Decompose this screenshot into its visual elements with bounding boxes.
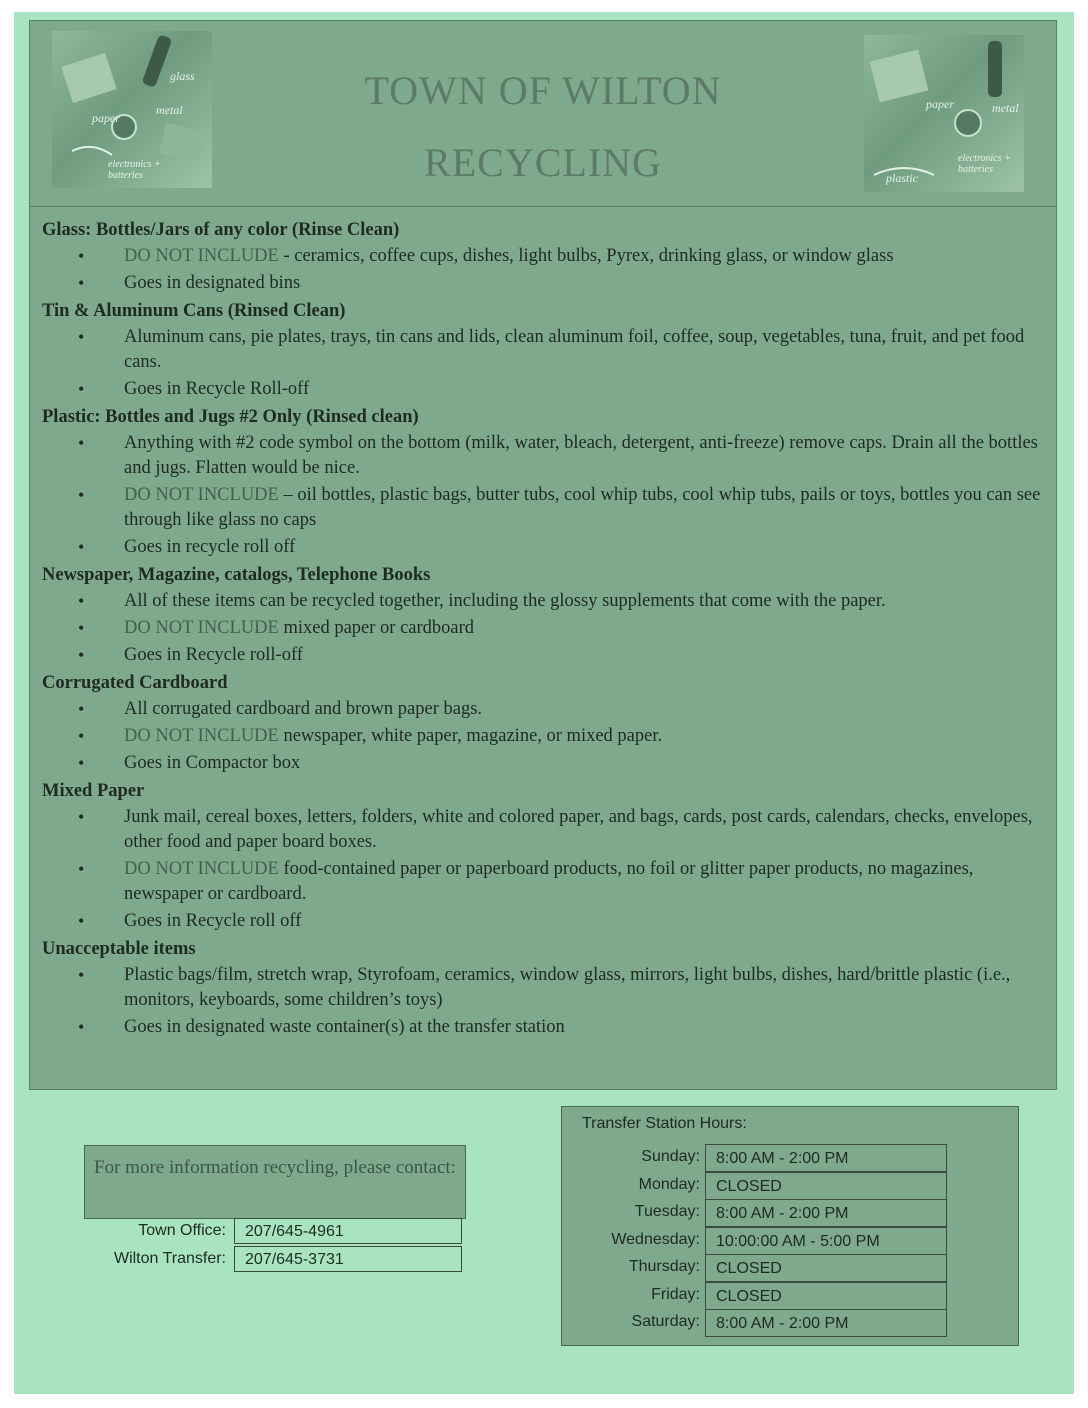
list-item bbox=[42, 909, 1042, 934]
section-heading: Plastic: Bottles and Jugs #2 Only (Rinsed clean) bbox=[42, 407, 419, 427]
item-text: Junk mail, cereal boxes, letters, folders, white and colored paper, and bags, cards, post cards, calendars, checks, envelopes, other food and paper board boxes. bbox=[124, 807, 1033, 852]
hours-time: 8:00 AM - 2:00 PM bbox=[705, 1199, 947, 1227]
hours-title: Transfer Station Hours: bbox=[582, 1115, 747, 1132]
item-text: All corrugated cardboard and brown paper bags. bbox=[124, 699, 483, 719]
bullet-icon: • bbox=[78, 699, 85, 719]
contact-prompt-box bbox=[84, 1145, 466, 1219]
hours-row bbox=[562, 1282, 1018, 1310]
hours-day: Tuesday: bbox=[634, 1203, 700, 1220]
item-text: Aluminum cans, pie plates, trays, tin cans and lids, clean aluminum foil, coffee, soup, vegetables, tuna, fruit, and pet food cans. bbox=[124, 327, 1025, 372]
item-text: newspaper, white paper, magazine, or mixed paper. bbox=[278, 726, 663, 746]
flyer-page bbox=[14, 12, 1074, 1394]
list-item bbox=[42, 616, 1042, 641]
list-item bbox=[42, 697, 1042, 722]
header bbox=[30, 21, 1056, 207]
page-title-town: TOWN OF WILTON bbox=[364, 68, 722, 113]
item-text: Goes in Recycle Roll-off bbox=[124, 379, 310, 399]
hours-day: Saturday: bbox=[631, 1313, 700, 1330]
hours-row bbox=[562, 1254, 1018, 1282]
item-text: Plastic bags/film, stretch wrap, Styrofoam, ceramics, window glass, mirrors, light bulbs, dishes, hard/brittle plastic (i.e., monitors, keyboards, some children’s toys) bbox=[124, 965, 1011, 1010]
hours-day: Thursday: bbox=[628, 1258, 700, 1275]
section-heading: Mixed Paper bbox=[42, 781, 145, 801]
bullet-icon: • bbox=[78, 807, 85, 827]
hours-row bbox=[562, 1144, 1018, 1172]
item-text: Goes in designated waste container(s) at the transfer station bbox=[124, 1017, 565, 1037]
hours-time: 8:00 AM - 2:00 PM bbox=[705, 1309, 947, 1337]
do-not-include-label: DO NOT INCLUDE bbox=[124, 726, 279, 746]
section-item-list bbox=[42, 244, 1042, 296]
list-item bbox=[42, 535, 1042, 560]
bullet-icon: • bbox=[78, 1017, 85, 1037]
page-title-recycling: RECYCLING bbox=[424, 140, 662, 185]
item-text: Goes in designated bins bbox=[124, 273, 301, 293]
section-heading: Tin & Aluminum Cans (Rinsed Clean) bbox=[42, 301, 346, 321]
recycling-categories bbox=[42, 217, 1042, 1042]
item-text: - ceramics, coffee cups, dishes, light bulbs, Pyrex, drinking glass, or window glass bbox=[278, 246, 894, 266]
bullet-icon: • bbox=[78, 537, 85, 557]
bullet-icon: • bbox=[78, 485, 85, 505]
bullet-icon: • bbox=[78, 965, 85, 985]
bullet-icon: • bbox=[78, 433, 85, 453]
list-item bbox=[42, 724, 1042, 749]
contact-phone: 207/645-4961 bbox=[234, 1218, 462, 1244]
logo-word: plastic bbox=[886, 171, 918, 185]
section-item-list bbox=[42, 325, 1042, 402]
hours-time: 8:00 AM - 2:00 PM bbox=[705, 1144, 947, 1172]
item-text: All of these items can be recycled together, including the glossy supplements that come with the paper. bbox=[124, 591, 886, 611]
logo-word: paper bbox=[926, 97, 954, 111]
item-text: Goes in Recycle roll-off bbox=[124, 645, 303, 665]
list-item bbox=[42, 244, 1042, 269]
hours-row bbox=[562, 1309, 1018, 1337]
logo-word: paper bbox=[92, 111, 120, 125]
contact-label: Town Office: bbox=[138, 1222, 226, 1239]
item-text: Goes in recycle roll off bbox=[124, 537, 296, 557]
bullet-icon: • bbox=[78, 379, 85, 399]
bullet-icon: • bbox=[78, 273, 85, 293]
do-not-include-label: DO NOT INCLUDE bbox=[124, 859, 279, 879]
item-text: mixed paper or cardboard bbox=[278, 618, 475, 638]
bullet-icon: • bbox=[78, 645, 85, 665]
hours-row bbox=[562, 1227, 1018, 1255]
bullet-icon: • bbox=[78, 859, 85, 879]
bullet-icon: • bbox=[78, 618, 85, 638]
hours-time: CLOSED bbox=[705, 1172, 947, 1200]
hours-time: 10:00:00 AM - 5:00 PM bbox=[705, 1227, 947, 1255]
contact-label: Wilton Transfer: bbox=[113, 1250, 226, 1267]
hours-day: Sunday: bbox=[641, 1148, 700, 1165]
hours-day: Friday: bbox=[651, 1285, 700, 1303]
bullet-icon: • bbox=[78, 327, 85, 347]
hours-row bbox=[562, 1199, 1018, 1227]
item-text: food-contained paper or paperboard products, no foil or glitter paper products, no magazines, newspaper or cardboard. bbox=[124, 859, 974, 904]
section-heading: Newspaper, Magazine, catalogs, Telephone Books bbox=[42, 565, 431, 585]
contact-table bbox=[84, 1218, 464, 1274]
logo-word: metal bbox=[156, 103, 183, 117]
contact-prompt: For more information recycling, please contact: bbox=[94, 1157, 456, 1178]
recycling-guide-box bbox=[29, 20, 1057, 1090]
section-item-list bbox=[42, 589, 1042, 668]
list-item bbox=[42, 271, 1042, 296]
section-heading: Corrugated Cardboard bbox=[42, 673, 228, 693]
section-item-list bbox=[42, 697, 1042, 776]
recycling-logo-right bbox=[864, 35, 1024, 192]
do-not-include-label: DO NOT INCLUDE bbox=[124, 618, 279, 638]
do-not-include-label: DO NOT INCLUDE bbox=[124, 485, 279, 505]
bullet-icon: • bbox=[78, 753, 85, 773]
hours-day: Wednesday: bbox=[611, 1230, 700, 1248]
list-item bbox=[42, 963, 1042, 1013]
list-item bbox=[42, 483, 1042, 533]
item-text: – oil bottles, plastic bags, butter tubs, cool whip tubs, cool whip tubs, pails or toys, bottles you can see through like glass no caps bbox=[124, 485, 1041, 530]
section-heading: Glass: Bottles/Jars of any color (Rinse Clean) bbox=[42, 220, 400, 240]
list-item bbox=[42, 857, 1042, 907]
section-heading: Unacceptable items bbox=[42, 939, 196, 959]
item-text: Anything with #2 code symbol on the bottom (milk, water, bleach, detergent, anti-freeze) remove caps. Drain all the bottles and jugs. Flatten would be nice. bbox=[124, 433, 1038, 478]
bullet-icon: • bbox=[78, 246, 85, 266]
logo-word: electronics + batteries bbox=[108, 159, 161, 181]
logo-word: electronics + batteries bbox=[958, 153, 1011, 175]
section-item-list bbox=[42, 963, 1042, 1040]
bullet-icon: • bbox=[78, 911, 85, 931]
bullet-icon: • bbox=[78, 591, 85, 611]
contact-phone: 207/645-3731 bbox=[234, 1246, 462, 1272]
list-item bbox=[42, 1015, 1042, 1040]
hours-time: CLOSED bbox=[705, 1282, 947, 1310]
hours-day: Monday: bbox=[638, 1175, 700, 1193]
bullet-icon: • bbox=[78, 726, 85, 746]
list-item bbox=[42, 751, 1042, 776]
list-item bbox=[42, 377, 1042, 402]
list-item bbox=[42, 325, 1042, 375]
item-text: Goes in Compactor box bbox=[124, 753, 301, 773]
do-not-include-label: DO NOT INCLUDE bbox=[124, 246, 279, 266]
transfer-station-hours bbox=[561, 1106, 1019, 1346]
hours-row bbox=[562, 1172, 1018, 1200]
contact-row-town-office bbox=[84, 1218, 464, 1246]
list-item bbox=[42, 805, 1042, 855]
section-item-list bbox=[42, 431, 1042, 560]
contact-row-wilton-transfer bbox=[84, 1246, 464, 1274]
list-item bbox=[42, 643, 1042, 668]
logo-word: glass bbox=[170, 69, 195, 83]
logo-word: metal bbox=[992, 101, 1019, 115]
item-text: Goes in Recycle roll off bbox=[124, 911, 302, 931]
list-item bbox=[42, 431, 1042, 481]
list-item bbox=[42, 589, 1042, 614]
hours-time: CLOSED bbox=[705, 1254, 947, 1282]
section-item-list bbox=[42, 805, 1042, 934]
